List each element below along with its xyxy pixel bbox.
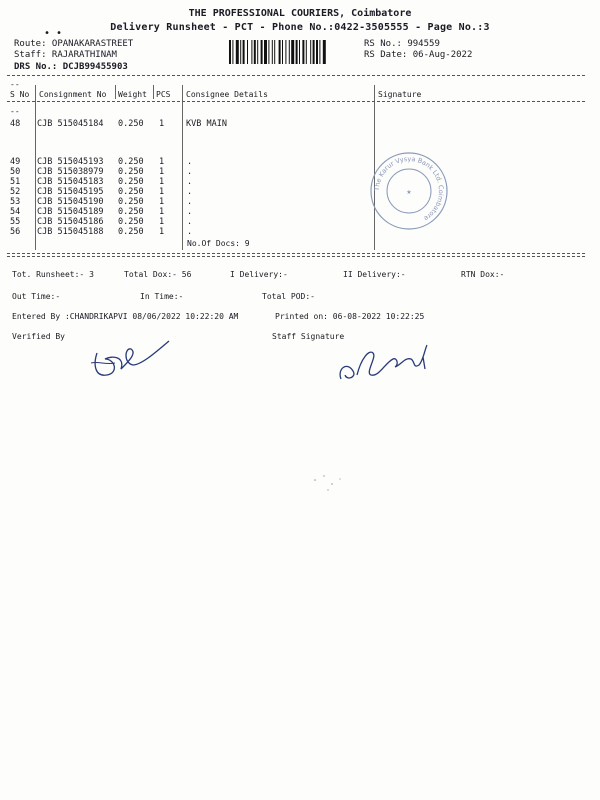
entered-by: Entered By :CHANDRIKAPVI 08/06/2022 10:22:20 AM	[12, 312, 239, 321]
row-weight: 0.250	[118, 227, 144, 237]
row-sno: 48	[10, 119, 21, 129]
total-dox: Total Dox:- 56	[124, 270, 192, 279]
row-pcs: 1	[159, 119, 165, 129]
table-column-line	[153, 85, 154, 99]
row-weight: 0.250	[118, 177, 144, 187]
row-consignment: CJB 515045183	[37, 177, 104, 187]
route-label: Route: OPANAKARASTREET	[14, 39, 134, 49]
row-consignment: CJB 515045193	[37, 157, 104, 167]
row-consignment: CJB 515045190	[37, 197, 104, 207]
table-bottom-divider	[7, 253, 585, 254]
verifier-signature-image	[85, 335, 175, 385]
row-weight: 0.250	[118, 187, 144, 197]
rtn-dox: RTN Dox:-	[461, 270, 505, 279]
in-time: In Time:-	[140, 292, 184, 301]
bullet-mark: • •	[44, 28, 63, 39]
no-of-docs: No.Of Docs: 9	[187, 239, 250, 248]
row-sno: 53	[10, 197, 21, 207]
runsheet-title: Delivery Runsheet - PCT - Phone No.:0422-3505555 - Page No.:3	[110, 22, 490, 33]
svg-text:★: ★	[406, 189, 412, 196]
row-pcs: 1	[159, 187, 165, 197]
row-sno: 54	[10, 207, 21, 217]
staff-signature-image	[335, 335, 435, 385]
col-consignment: Consignment No	[39, 90, 107, 99]
row-pcs: 1	[159, 217, 165, 227]
dash-mark: --	[10, 80, 20, 89]
out-time: Out Time:-	[12, 292, 61, 301]
row-details: KVB MAIN	[186, 119, 227, 129]
table-column-line	[35, 85, 36, 250]
verified-by-label: Verified By	[12, 332, 65, 341]
row-weight: 0.250	[118, 119, 144, 129]
row-weight: 0.250	[118, 167, 144, 177]
row-sno: 50	[10, 167, 21, 177]
rs-date: RS Date: 06-Aug-2022	[364, 50, 473, 60]
row-consignment: CJB 515045189	[37, 207, 104, 217]
col-sno: S No	[10, 90, 30, 99]
company-title: THE PROFESSIONAL COURIERS, Coimbatore	[188, 8, 412, 19]
row-details: .	[187, 227, 193, 237]
row-consignment: CJB 515045195	[37, 187, 104, 197]
total-pod: Total POD:-	[262, 292, 315, 301]
row-pcs: 1	[159, 157, 165, 167]
bank-stamp-image	[368, 150, 450, 232]
barcode-image	[229, 40, 353, 64]
col-weight: Weight	[118, 90, 147, 99]
staff-signature-label: Staff Signature	[272, 332, 345, 341]
row-pcs: 1	[159, 197, 165, 207]
header-divider	[7, 75, 585, 76]
row-pcs: 1	[159, 207, 165, 217]
dash-mark: --	[10, 107, 20, 116]
ii-delivery: II Delivery:-	[343, 270, 406, 279]
row-pcs: 1	[159, 177, 165, 187]
row-consignment: CJB 515045186	[37, 217, 104, 227]
i-delivery: I Delivery:-	[230, 270, 288, 279]
row-details: .	[187, 207, 193, 217]
row-details: .	[187, 197, 193, 207]
row-consignment: CJB 515045184	[37, 119, 104, 129]
table-bottom-divider	[7, 256, 585, 257]
drs-number: DRS No.: DCJB99455903	[14, 62, 128, 72]
row-consignment: CJB 515038979	[37, 167, 104, 177]
col-signature: Signature	[378, 90, 422, 99]
row-sno: 56	[10, 227, 21, 237]
row-sno: 52	[10, 187, 21, 197]
column-header-divider	[7, 101, 585, 102]
row-sno: 51	[10, 177, 21, 187]
col-consignee: Consignee Details	[186, 90, 268, 99]
staff-label: Staff: RAJARATHINAM	[14, 50, 117, 60]
col-pcs: PCS	[156, 90, 171, 99]
table-column-line	[115, 85, 116, 99]
tot-runsheet: Tot. Runsheet:- 3	[12, 270, 94, 279]
row-details: .	[187, 177, 193, 187]
row-weight: 0.250	[118, 207, 144, 217]
row-pcs: 1	[159, 227, 165, 237]
rs-number: RS No.: 994559	[364, 39, 440, 49]
row-details: .	[187, 167, 193, 177]
row-weight: 0.250	[118, 217, 144, 227]
scan-specks	[310, 470, 350, 500]
row-details: .	[187, 157, 193, 167]
printed-on: Printed on: 06-08-2022 10:22:25	[275, 312, 425, 321]
row-details: .	[187, 217, 193, 227]
row-weight: 0.250	[118, 197, 144, 207]
row-sno: 49	[10, 157, 21, 167]
row-pcs: 1	[159, 167, 165, 177]
stamp-text: The Karur Vysya Bank Ltd. Coimbatore	[372, 154, 446, 223]
table-column-line	[182, 85, 183, 250]
row-details: .	[187, 187, 193, 197]
row-weight: 0.250	[118, 157, 144, 167]
row-consignment: CJB 515045188	[37, 227, 104, 237]
row-sno: 55	[10, 217, 21, 227]
